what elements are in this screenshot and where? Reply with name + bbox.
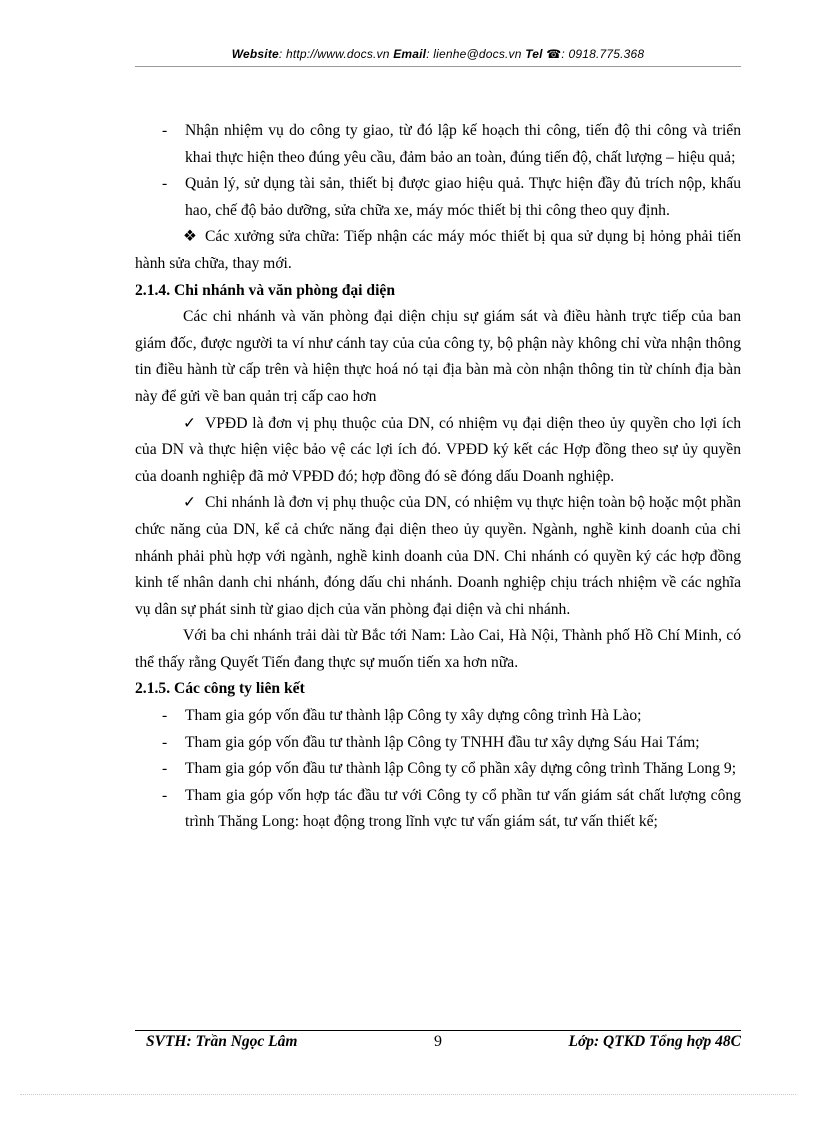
checkmark-icon: ✓ (183, 494, 197, 512)
section-heading: 2.1.4. Chi nhánh và văn phòng đại diện (135, 281, 395, 299)
diamond-bullet-icon: ❖ (183, 228, 197, 246)
dash-bullet: - (162, 733, 168, 751)
list-item: - Quản lý, sử dụng tài sản, thiết bị được giao hiệu quả. Thực hiện đầy đủ trích nộp, khấu hao, chế độ bảo dưỡng, sửa chữa xe, máy móc thiết bị thi công theo quy định. (135, 171, 741, 224)
page-header (135, 47, 741, 61)
dash-bullet: - (162, 122, 168, 139)
website-value: : http://www.docs.vn (278, 47, 390, 61)
list-item: - Nhận nhiệm vụ do công ty giao, từ đó lập kế hoạch thi công, tiến độ thi công và triển khai thực hiện theo đúng yêu cầu, đảm bảo an toàn, đúng tiến độ, chất lượng – hiệu quả; (135, 118, 741, 171)
email-label: Email (393, 47, 427, 61)
paragraph: Với ba chi nhánh trải dài từ Bắc tới Nam: Lào Cai, Hà Nội, Thành phố Hồ Chí Minh, có thể thấy rằng Quyết Tiến đang thực sự muốn tiến xa hơn nữa. (135, 627, 741, 671)
page-bottom-border (20, 1094, 796, 1095)
page-number: 9 (434, 1033, 442, 1050)
tel-label: Tel (525, 47, 543, 61)
list-item: - Tham gia góp vốn đầu tư thành lập Công ty cổ phần xây dựng công trình Thăng Long 9; (135, 756, 741, 783)
page-content (135, 118, 741, 836)
tel-value: : 0918.775.368 (561, 47, 645, 61)
paragraph: Các chi nhánh và văn phòng đại diện chịu sự giám sát và điều hành trực tiếp của ban giám đốc, được người ta ví như cánh tay của của công ty, bộ phận này không chỉ vừa nhận thông tin điều hành từ cấp trên và hiện thực hoá nó tại địa bàn mà còn nhận thông tin từ chính địa bàn này để gửi về ban quản trị cấp cao hơn (135, 308, 741, 405)
checkmark-icon: ✓ (183, 414, 197, 432)
header-rule (135, 66, 741, 67)
list-item: - Tham gia góp vốn hợp tác đầu tư với Công ty cổ phần tư vấn giám sát chất lượng công trình Thăng Long: hoạt động trong lĩnh vực tư vấn giám sát, tư vấn thiết kế; (135, 783, 741, 836)
dash-bullet: - (162, 786, 168, 804)
dash-bullet: - (162, 707, 168, 725)
list-item: ✓ VPĐD là đơn vị phụ thuộc của DN, có nhiệm vụ đại diện theo ủy quyền cho lợi ích của DN và thực hiện việc bảo vệ các lợi ích đó. VPĐD ký kết các Hợp đồng theo sự ủy quyền của doanh nghiệp đã mở VPĐD đó; hợp đồng đó sẽ đóng dấu Doanh nghiệp. (135, 411, 741, 491)
list-item: ❖ Các xưởng sửa chữa: Tiếp nhận các máy móc thiết bị qua sử dụng bị hỏng phải tiến hành sửa chữa, thay mới. (135, 224, 741, 277)
list-item: - Tham gia góp vốn đầu tư thành lập Công ty xây dựng công trình Hà Lào; (135, 703, 741, 730)
section-heading: 2.1.5. Các công ty liên kết (135, 680, 305, 698)
list-item: - Tham gia góp vốn đầu tư thành lập Công ty TNHH đầu tư xây dựng Sáu Hai Tám; (135, 730, 741, 757)
student-name: SVTH: Trần Ngọc Lâm (146, 1033, 298, 1050)
email-value: : lienhe@docs.vn (426, 47, 522, 61)
list-item: ✓ Chi nhánh là đơn vị phụ thuộc của DN, có nhiệm vụ thực hiện toàn bộ hoặc một phần chức năng của DN, kể cả chức năng đại diện theo ủy quyền. Ngành, nghề kinh doanh của chi nhánh phải phù hợp với ngành, nghề kinh doanh của DN. Chi nhánh có quyền ký các hợp đồng kinh tế nhân danh chi nhánh, đóng dấu chi nhánh. Doanh nghiệp chịu trách nhiệm về các nghĩa vụ dân sự phát sinh từ giao dịch của văn phòng đại diện và chi nhánh. (135, 490, 741, 623)
dash-bullet: - (162, 760, 168, 778)
website-label: Website (231, 47, 279, 61)
class-name: Lớp: QTKD Tổng hợp 48C (568, 1033, 741, 1050)
phone-icon: ☎ (546, 47, 562, 61)
footer-rule (135, 1030, 741, 1031)
dash-bullet: - (162, 175, 168, 193)
